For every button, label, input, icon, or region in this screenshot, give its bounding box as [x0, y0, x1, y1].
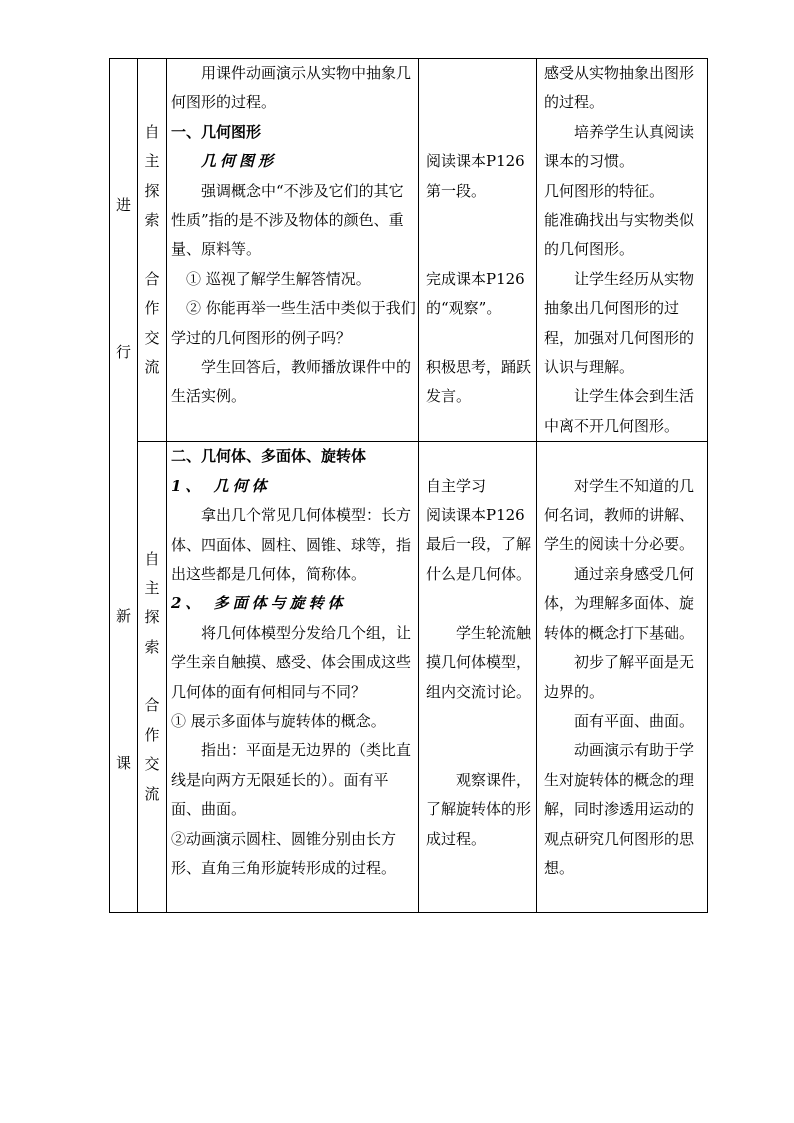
teaching-process-cell	[167, 59, 419, 442]
substage-char: 探	[144, 181, 160, 200]
teaching-process-cell	[167, 442, 419, 913]
student-text: 完成课本P126的“观察”。	[426, 269, 525, 318]
intent-text: 初步了解平面是无边界的。	[544, 653, 695, 701]
substage-char: 作	[144, 299, 160, 318]
stage-char: 课	[115, 754, 131, 773]
intent-text: 能准确找出与实物类似的几何图形。	[544, 211, 695, 259]
substage-char: 合	[144, 696, 160, 715]
design-intent-cell	[537, 59, 708, 442]
process-text: ②动画演示圆柱、圆锥分别由长方形、直角三角形旋转形成的过程。	[171, 829, 397, 877]
student-text: 阅读课本P126第一段。	[426, 152, 525, 200]
substage-char: 流	[144, 784, 160, 803]
substage-char: 自	[144, 122, 160, 141]
substage-cell	[138, 59, 167, 442]
substage-char: 主	[144, 578, 160, 597]
design-intent-cell	[537, 442, 708, 913]
student-activity-cell	[419, 59, 537, 442]
substage-char: 主	[144, 152, 160, 171]
process-text: 将几何体模型分发给几个组，让学生亲自触摸、感受、体会围成这些几何体的面有何相同与不同？	[171, 623, 412, 701]
table-row	[110, 442, 708, 913]
intent-text: 几何图形的特征。	[544, 181, 665, 200]
subsection-heading: 1、 几何体	[171, 476, 271, 495]
subsection-heading: 2、 多面体与旋转体	[171, 594, 347, 613]
intent-text: 培养学生认真阅读课本的习惯。	[544, 122, 695, 171]
table-row	[110, 59, 708, 442]
subsection-heading: 几何图形	[201, 152, 278, 171]
section-heading: 一、几何图形	[171, 122, 262, 141]
intent-text: 感受从实物抽象出图形的过程。	[544, 64, 695, 112]
process-text: 学生回答后，教师播放课件中的生活实例。	[171, 358, 412, 406]
process-text: ① 展示多面体与旋转体的概念。	[171, 711, 386, 730]
stage-char: 新	[115, 607, 131, 626]
intent-text: 动画演示有助于学生对旋转体的概念的理解，同时渗透用运动的观点研究几何图形的思想。	[544, 741, 695, 877]
intent-text: 面有平面、曲面。	[574, 711, 695, 730]
process-text: 拿出几个常见几何体模型：长方体、四面体、圆柱、圆锥、球等，指出这些都是几何体，简称体。	[171, 506, 412, 583]
stage-label-cell	[110, 59, 138, 913]
intent-text: 让学生经历从实物抽象出几何图形的过程，加强对几何图形的认识与理解。	[544, 269, 695, 377]
substage-char: 自	[144, 549, 160, 568]
section-heading: 二、几何体、多面体、旋转体	[171, 447, 367, 466]
student-text: 阅读课本P126最后一段，了解什么是几何体。	[426, 506, 532, 583]
process-text: ② 你能再举一些生活中类似于我们学过的几何图形的例子吗？	[171, 299, 416, 347]
substage-char: 作	[144, 725, 160, 744]
stage-char: 进	[115, 195, 131, 214]
intent-text: 通过亲身感受几何体，为理解多面体、旋转体的概念打下基础。	[544, 564, 695, 642]
substage-char: 探	[144, 608, 160, 627]
substage-char: 交	[144, 328, 160, 347]
stage-char: 行	[115, 342, 131, 361]
student-text: 积极思考，踊跃发言。	[426, 357, 532, 406]
student-activity-cell	[419, 442, 537, 913]
substage-char: 合	[144, 269, 160, 288]
process-text: ① 巡视了解学生解答情况。	[186, 269, 371, 288]
student-text: 观察课件，了解旋转体的形成过程。	[426, 770, 532, 848]
process-text: 强调概念中“不涉及它们的其它性质”指的是不涉及物体的颜色、重量、原料等。	[171, 181, 404, 259]
substage-char: 交	[144, 755, 160, 774]
student-text: 自主学习	[426, 476, 487, 495]
lesson-plan-table	[109, 58, 708, 913]
intent-text: 对学生不知道的几何名词，教师的讲解、学生的阅读十分必要。	[544, 476, 695, 554]
process-text: 用课件动画演示从实物中抽象几何图形的过程。	[171, 64, 412, 112]
intent-text: 让学生体会到生活中离不开几何图形。	[544, 387, 695, 435]
process-text: 指出：平面是无边界的（类比直线是向两方无限延长的）。面有平面、曲面。	[171, 741, 412, 819]
substage-char: 索	[144, 637, 160, 656]
student-text: 学生轮流触摸几何体模型，组内交流讨论。	[426, 623, 532, 701]
substage-cell	[138, 442, 167, 913]
substage-char: 索	[144, 211, 160, 230]
substage-char: 流	[144, 358, 160, 376]
